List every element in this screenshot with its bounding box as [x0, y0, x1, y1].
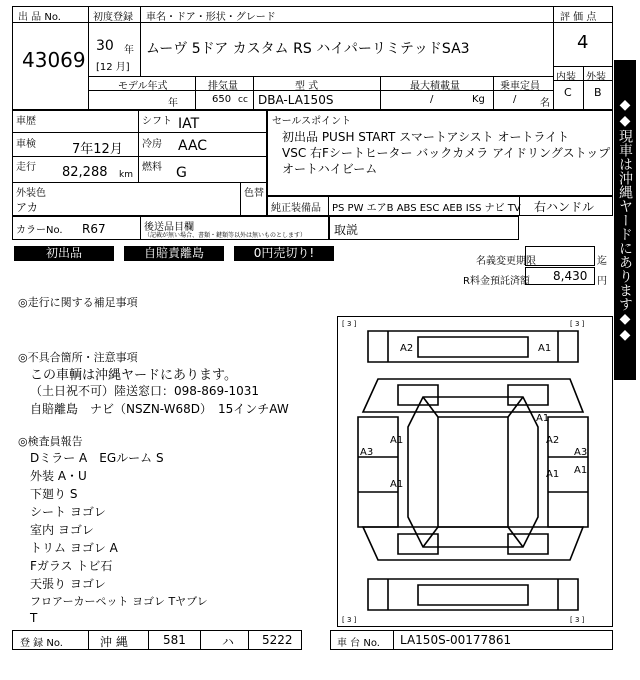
recycle-fee-label: R料金預託済額: [463, 276, 530, 287]
car-diagram-svg: [338, 317, 612, 626]
shift-value: IAT: [178, 116, 200, 132]
divider: [12, 132, 267, 133]
inspector-line: 室内 ヨゴレ: [30, 523, 94, 537]
model-year-unit: 年: [168, 98, 178, 109]
reg-region: 沖 縄: [100, 635, 128, 649]
history-label: 車歴: [16, 116, 36, 127]
tire-mark: [ 3 ]: [570, 320, 585, 328]
badge-zero-yen: 0円売切り!: [234, 246, 334, 261]
reg-label: 登 録 No.: [20, 638, 63, 649]
divider: [583, 66, 584, 110]
defect-line: この車輌は沖縄ヤードにあります。: [30, 368, 237, 383]
interior-label: 内装: [556, 72, 576, 83]
ac-value: AAC: [178, 138, 208, 154]
defect-line: （土日祝不可）陸送窓口：098-869-1031: [30, 384, 260, 398]
capacity-slash: /: [513, 94, 517, 105]
recycle-fee-value: 8,430: [553, 269, 588, 283]
defect-line: 自賠離島 ナビ（NSZN-W68D） 15インチAW: [30, 402, 289, 416]
fuel-value: G: [176, 165, 187, 181]
displacement-unit: cc: [238, 95, 248, 105]
equipment-value: PS PW エアB ABS ESC AEB ISS ナビ TV: [332, 203, 521, 214]
sales-points-line3: オートハイビーム: [282, 162, 378, 176]
exterior-grade: B: [594, 86, 602, 99]
tire-mark: [ 3 ]: [342, 320, 357, 328]
divider: [148, 630, 149, 650]
defect-heading: ◎不具合箇所・注意事項: [18, 351, 138, 364]
displacement-label: 排気量: [208, 81, 238, 92]
divider: [195, 76, 196, 110]
inspection-value: 7年12月: [72, 142, 123, 157]
color-value: アカ: [16, 201, 38, 214]
color-no-label: カラーNo.: [16, 225, 63, 236]
max-load-unit: Kg: [472, 94, 485, 105]
sales-points-label: セールスポイント: [272, 116, 352, 127]
divider: [253, 76, 254, 110]
divider: [12, 156, 267, 157]
name-change-label: 名義変更期限: [476, 256, 536, 267]
tire-mark: [ 3 ]: [342, 616, 357, 624]
car-name: ムーヴ 5ドア カスタム RS ハイパーリミテッドSA3: [146, 41, 470, 57]
handle-value: 右ハンドル: [534, 200, 595, 214]
displacement-value: 650: [212, 94, 232, 105]
sales-points-line2: VSC 右Fシートヒーター バックカメラ アイドリングストップ: [282, 146, 611, 160]
damage-mark: A1: [546, 469, 560, 480]
divider: [248, 630, 249, 650]
inspector-line: Fガラス トビ石: [30, 559, 113, 573]
inspector-line: Dミラー A EGルーム S: [30, 451, 164, 465]
name-change-unit: 迄: [597, 256, 607, 267]
divider: [240, 182, 241, 216]
damage-mark: A2: [546, 435, 560, 446]
max-load-slash: /: [430, 94, 434, 105]
reg-kana: ハ: [222, 635, 235, 649]
recycle-note: （記載が無い場合、書類・鍵類等以外は無いものとします）: [144, 232, 307, 239]
damage-mark: A2: [400, 343, 414, 354]
reg-number: 5222: [262, 633, 293, 647]
inspector-line: 天張り ヨゴレ: [30, 577, 106, 591]
inspector-line: T: [30, 611, 38, 625]
tire-mark: [ 3 ]: [570, 616, 585, 624]
divider: [138, 110, 139, 182]
vehicle-mark: 色替: [244, 188, 264, 199]
reg-class: 581: [163, 633, 186, 647]
inspector-line: シート ヨゴレ: [30, 505, 106, 519]
equipment-label: 純正装備品: [271, 203, 321, 214]
name-change-box: [525, 246, 595, 266]
recycle-fee-unit: 円: [597, 276, 607, 287]
first-reg-label: 初度登録: [93, 12, 133, 23]
recycle-label: 後送品目欄: [144, 222, 194, 233]
divider: [200, 630, 201, 650]
badge-first-listing: 初出品: [14, 246, 114, 261]
model-label: 型 式: [295, 81, 319, 92]
inspector-line: 下廻り S: [30, 487, 78, 501]
color-label: 外装色: [16, 188, 46, 199]
model-code: DBA-LA150S: [258, 93, 334, 107]
score-value: 4: [577, 32, 589, 53]
damage-mark: A3: [574, 447, 588, 458]
divider: [88, 630, 89, 650]
model-year-label: モデル年式: [118, 81, 168, 92]
divider: [140, 216, 141, 240]
fuel-label: 燃料: [142, 162, 162, 173]
damage-mark: A3: [360, 447, 374, 458]
mileage-value: 82,288: [62, 165, 108, 180]
damage-mark: A1: [538, 343, 552, 354]
damage-mark: A1: [390, 435, 404, 446]
badge-insurance-island: 自賠責離島: [124, 246, 224, 261]
divider: [393, 630, 394, 650]
capacity-label: 乗車定員: [500, 81, 540, 92]
score-label: 評 価 点: [560, 12, 597, 23]
damage-mark: A1: [536, 413, 550, 424]
lot-number: 43069: [22, 48, 86, 72]
damage-mark: A1: [574, 465, 588, 476]
divider: [380, 76, 381, 110]
ac-label: 冷房: [142, 139, 162, 150]
mileage-unit: km: [119, 170, 133, 180]
inspector-heading: ◎検査員報告: [18, 435, 83, 448]
divider: [493, 76, 494, 110]
capacity-unit: 名: [540, 98, 550, 109]
divider: [140, 6, 141, 76]
driving-heading: ◎走行に関する補足事項: [18, 296, 138, 309]
interior-grade: C: [564, 86, 572, 99]
chassis-value: LA150S-00177861: [400, 633, 512, 647]
recycle-value: 取説: [334, 223, 359, 237]
lot-label: 出 品 No.: [18, 12, 61, 23]
left-info-frame: [12, 110, 267, 216]
sales-points-line1: 初出品 PUSH START スマートアシスト オートライト: [282, 130, 570, 144]
inspector-line: トリム ヨゴレ A: [30, 541, 118, 555]
damage-mark: A1: [390, 479, 404, 490]
side-banner: ◆◆現車は沖縄ヤードにあります◆◆: [614, 60, 636, 380]
first-reg-year: 30: [96, 38, 114, 54]
shift-label: シフト: [142, 116, 172, 127]
inspector-line: フロアーカーペット ヨゴレ Tヤブレ: [30, 595, 208, 608]
max-load-label: 最大積載量: [410, 81, 460, 92]
mileage-label: 走行: [16, 162, 36, 173]
year-unit: 年: [124, 45, 134, 56]
chassis-label: 車 台 No.: [337, 638, 380, 649]
divider: [328, 196, 329, 216]
damage-diagram: [337, 316, 613, 627]
inspector-line: 外装 A・U: [30, 469, 87, 483]
exterior-label: 外装: [586, 72, 606, 83]
inspection-label: 車検: [16, 139, 36, 150]
divider: [12, 182, 267, 183]
car-name-label: 車名・ドア・形状・グレード: [146, 12, 276, 23]
first-reg-month: [12 月]: [96, 62, 130, 73]
color-no-value: R67: [82, 222, 106, 236]
